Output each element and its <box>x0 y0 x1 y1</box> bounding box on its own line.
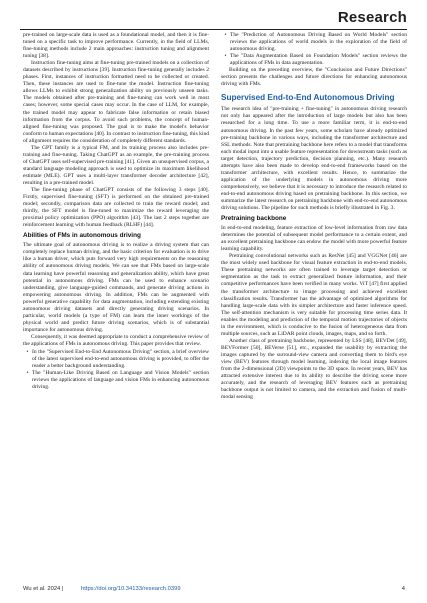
doi-link[interactable]: https://doi.org/10.34133/research.0399 <box>81 586 181 592</box>
bullet-item <box>23 370 209 391</box>
bullet-icon: • <box>26 370 29 377</box>
paragraph: The fine-tuning phase of ChatGPT consists of the following 3 steps [40]. Firstly, supervised fine-tuning (SFT) is performed on the obtained pre-trained model; secondly, comparison data are collected to train the reward model; and thirdly, the SFT model is fine-tuned to maximize the reward leveraging the proximal policy optimization (PPO) algorithm [43]. The last 2 steps together are reinforcement learning with human feedback (RLHF) [44]. <box>23 187 209 229</box>
right-column <box>221 32 407 401</box>
paragraph: Instruction fine-tuning aims at fine-tuning pre-trained models on a collection of datasets described by instructions [39]. Instruction fine-tuning generally includes 2 phases. First, instances of instruction formatted need to be collected or created. Then, these instances are used to fine-tune the model. Instruction fine-tuning allows LLMs to exhibit strong generalization ability on previously unseen tasks. The models obtained after pre-training and fine-tuning can work well in most cases; however, some special cases may occur. In the case of LLM, for example, the trained model may appear to fabricate false information or retain biased information from the corpus. To avoid such problems, the concept of human-aligned fine-tuning was proposed. The goal is to make the model's behavior conform to human expectations [40]. In contrast to instruction fine-tuning, this kind of alignment requires the consideration of completely different standards. <box>23 60 209 144</box>
bullet-icon: • <box>224 32 227 38</box>
footer-citation <box>23 586 63 592</box>
bullet-icon: • <box>224 53 227 60</box>
footer-authors: Wu et al. 2024 <box>23 586 61 592</box>
paragraph: In end-to-end modeling, feature extraction of low-level information from raw data determines the potential of subsequent model performance to a certain extent, and an excellent pretraining backbone can endow the model with more powerful feature learning capability. <box>221 225 407 253</box>
section-heading-supervised: Supervised End-to-End Autonomous Driving <box>221 93 395 103</box>
subsection-heading-abilities: Abilities of FMs in autonomous driving <box>23 232 141 240</box>
subsection-heading-backbone: Pretraining backbone <box>221 215 287 223</box>
page-number: 4 <box>401 586 405 592</box>
left-column <box>23 32 209 391</box>
paragraph: The research idea of "pre-training + fine-tuning" in autonomous driving research not only has appeared after the introduction of large models but also has been researched for a long time. To use a more familiar term, it is end-to-end autonomous driving. In the past few years, some scholars have already optimized pre-training backbone in various ways, including the transformer architecture and SSL methods. Note that pretraining backbone here refers to a model that transforms each modal input into a usable feature representation for downstream tasks (such as target detection, trajectory prediction, decision planning, etc.). Many research attempts have also been made to develop end-to-end frameworks based on the transformer architecture, with excellent results. Hence, to summarize the application of the underlying models in autonomous driving more comprehensively, we believe that it is necessary to introduce the research related to end-to-end autonomous driving based on pretraining backbone. In this section, we summarize the latest research on pretraining backbone with end-to-end autonomous driving solutions. The pipeline for such methods is briefly illustrated in Fig. 3. <box>221 106 407 212</box>
bullet-item <box>23 349 209 370</box>
bullet-text: The "Prediction of Autonomous Driving Based on World Models" section reviews the applications of world models in the exploration of the field of autonomous driving. <box>230 32 407 53</box>
bullet-text: The "Data Augmentation Based on Foundation Models" section reviews the applications of FMs in data augmentation. <box>230 53 407 67</box>
footer-separator: | <box>60 586 64 592</box>
paragraph: The GPT family is a typical FM, and its training process also includes pre-training and fine-tuning. Taking ChatGPT as an example, the pre-training process of ChatGPT uses self-supervised pre-training [41]. Given an unsupervised corpus, a standard language modeling approach is used to optimize its maximum likelihood estimate (MLE). GPT uses a multi-layer transformer decoder architecture [42], resulting in a pre-trained model. <box>23 144 209 186</box>
bullet-item <box>221 53 407 67</box>
header-divider <box>20 29 407 30</box>
paragraph: pre-trained on large-scale data is used as a foundational model, and then it is fine-tuned on a specific task to improve performance. Currently, in the field of LLMs, fine-tuning methods include 2 main approaches: instruction tuning and alignment tuning [38]. <box>23 32 209 60</box>
paragraph: Another class of pretraining backbone, represented by LSS [48], BEVDet [49], BEVFormer [50], BEVerse [51], etc., expanded the usability by extracting the images captured by the surround-view camera and converting them to bird's eye view (BEV) features through model learning, indexing the local image features from the 2-dimensional (2D) viewpoints to the 3D space. In recent years, BEV has attracted extensive interest due to its ability to describe the driving scene more accurately, and the research of leveraging BEV features such as pretraining backbone output is not limited to camera, and the extraction and fusion of multi-modal sensing <box>221 337 407 401</box>
bullet-icon: • <box>26 349 29 356</box>
paragraph: Pretraining convolutional networks such as ResNet [45] and VGGNet [46] are the most widely used backbone for visual feature extraction in end-to-end models. These pretraining networks are often trained to leverage target detection or segmentation as the task to extract generalized feature information, and their competitive performances have been verified in many works. ViT [47] first applied the transformer architecture to image processing and achieved excellent classification results. Transformer has the advantage of optimized algorithms for handling large-scale data with its simpler architecture and faster inference speed. The self-attention mechanism is very suitable for processing time series data. It enables the modeling and prediction of the temporal motion trajectories of objects in the environment, which is conducive to the fusion of heterogeneous data from multiple sources, such as LiDAR point clouds, images, maps, and so forth. <box>221 253 407 337</box>
paragraph: Building on the preceding overview, the "Conclusion and Future Directions" section presents the challenges and future directions for enhancing autonomous driving with FMs. <box>221 67 407 88</box>
bullet-text: In the "Supervised End-to-End Autonomous Driving" section, a brief overview of the latest supervised end-to-end autonomous driving is provided, to offer the reader a better background understanding. <box>32 349 209 370</box>
paragraph: The ultimate goal of autonomous driving is to realize a driving system that can completely replace human driving, and the basic criterion for evaluation is to drive like a human driver, which puts forward very high requirements on the reasoning ability of autonomous driving models. We can see that FMs based on large-scale data learning have powerful reasoning and generalization ability, which have great potential in autonomous driving. FMs can be used to enhance scenario understanding, give language-guided commands, and generate driving actions in empowering autonomous driving. In addition, FMs can be augmented with powerful generative capability for data augmentation, including extending existing autonomous driving datasets and directly generating driving scenarios. In particular, world models (a type of FM) can learn the inner workings of the physical world and predict future driving scenarios, which is of substantial importance for autonomous driving. <box>23 242 209 333</box>
journal-name-header: Research <box>337 9 407 26</box>
paragraph: Consequently, it was deemed appropriate to conduct a comprehensive review of the applications of FMs in autonomous driving. This paper provides that review. <box>23 333 209 347</box>
bullet-text: The "Human-Like Driving Based on Language and Vision Models" section reviews the applications of language and vision FMs in enhancing autonomous driving. <box>32 370 209 391</box>
page-footer <box>23 586 405 595</box>
bullet-item <box>221 32 407 53</box>
